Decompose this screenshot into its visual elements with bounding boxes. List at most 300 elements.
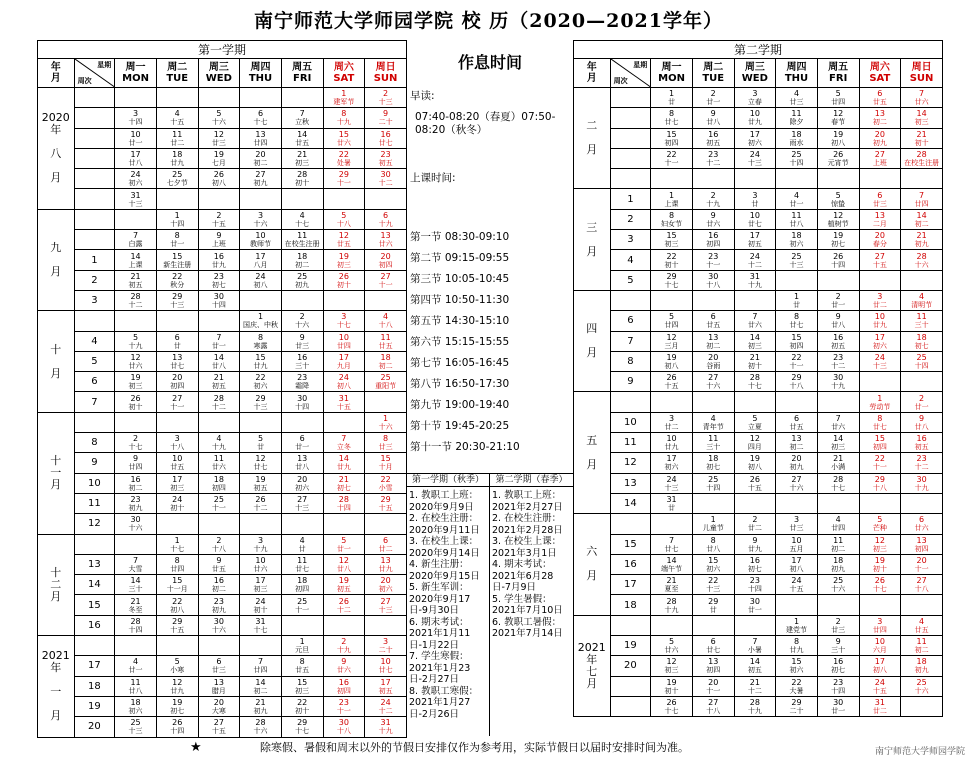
week-number: 17 [610, 575, 651, 595]
lunar-text: 廿六 [747, 321, 762, 330]
day-cell [198, 554, 240, 574]
day-number: 18 [297, 251, 308, 261]
day-number: 6 [877, 190, 883, 200]
lunar-text: 处暑 [336, 159, 351, 168]
lunar-text: 廿七 [378, 666, 393, 675]
week-number: 19 [74, 696, 115, 716]
day-number: 9 [919, 413, 925, 423]
lunar-text: 十五 [211, 219, 226, 228]
lunar-text: 十九 [831, 382, 846, 391]
lunar-text: 初六 [253, 382, 268, 391]
lunar-text: 初三 [295, 159, 310, 168]
day-number: 4 [710, 413, 716, 423]
day-number: 30 [916, 474, 927, 484]
day-cell [901, 433, 943, 453]
day-cell [901, 392, 943, 412]
lunar-text: 十六 [831, 585, 846, 594]
day-cell [323, 575, 365, 595]
day-cell [692, 453, 734, 473]
day-number: 29 [791, 698, 802, 708]
day-cell [240, 230, 282, 250]
day-cell [115, 270, 157, 290]
day-cell [651, 189, 693, 209]
lunar-text: 廿八 [706, 118, 721, 127]
day-cell [817, 656, 859, 676]
lunar-text: 十四 [295, 402, 310, 411]
lunar-text: 廿一 [831, 301, 846, 310]
day-number: 3 [257, 210, 264, 220]
day-cell [651, 615, 693, 635]
lunar-text: 春分 [872, 240, 887, 249]
day-cell [901, 351, 943, 371]
day-number: 1 [341, 89, 347, 99]
day-number: 27 [213, 718, 224, 728]
day-number: 6 [919, 515, 925, 525]
lunar-text: 廿六 [336, 138, 351, 147]
day-number: 15 [380, 454, 391, 464]
day-cell [859, 169, 901, 189]
day-number: 3 [752, 89, 758, 99]
day-number: 29 [708, 596, 719, 606]
day-cell [115, 128, 157, 148]
day-cell [651, 290, 693, 310]
semester-1-calendar [37, 40, 407, 738]
week-row [574, 88, 943, 108]
day-cell [734, 473, 776, 493]
lunar-text: 廿六 [378, 240, 393, 249]
day-number: 8 [877, 413, 883, 423]
day-cell [817, 615, 859, 635]
day-cell [281, 656, 323, 676]
week-row [574, 493, 943, 513]
week-row [574, 554, 943, 574]
lunar-text: 除夕 [789, 118, 804, 127]
day-cell [198, 209, 240, 229]
day-cell [198, 595, 240, 615]
lunar-text: 初二 [789, 443, 804, 452]
day-number: 18 [791, 231, 802, 241]
lunar-text: 十九 [253, 544, 268, 553]
lunar-text: 小雪 [378, 483, 393, 492]
week-row [38, 148, 407, 168]
lunar-text: 初七 [336, 483, 351, 492]
lunar-text: 廿七 [170, 362, 185, 370]
day-number: 5 [133, 332, 139, 342]
week-row [574, 636, 943, 656]
day-number: 20 [213, 698, 224, 708]
day-number: 13 [172, 353, 183, 362]
lunar-text: 植树节 [827, 219, 849, 228]
autumn-dates: 1. 教职工上班：2020年9月9日 2. 在校生注册：2020年9月11日 3. 在校生上课：2020年9月14日 4. 新生注册：2020年9月15日 5. 新生军训：2020年9月17日-9月30日 6. 期末考试：2021年1月11日-1月22日 7. 学生寒假：2021年1月23日-2月27日 8. 教职工寒假：2021年1月27日-2月26日 [409, 490, 480, 720]
lunar-text: 十三 [128, 727, 143, 736]
lunar-text: 十七 [128, 443, 143, 452]
week-number [610, 615, 651, 635]
week-row [574, 575, 943, 595]
day-number: 20 [874, 129, 885, 139]
day-number: 6 [216, 657, 222, 667]
day-cell [156, 250, 198, 270]
day-number: 22 [380, 474, 391, 484]
day-cell [115, 676, 157, 696]
lunar-text: 雨水 [789, 138, 804, 147]
day-cell [156, 189, 198, 209]
day-number: 14 [255, 677, 266, 687]
lunar-text: 三月 [664, 341, 679, 350]
lunar-text: 初二 [378, 362, 393, 370]
lunar-text: 十九 [336, 118, 351, 127]
day-cell [692, 615, 734, 635]
day-number: 29 [255, 393, 266, 403]
lunar-text: 十一 [664, 159, 679, 168]
lunar-text: 初九 [211, 605, 226, 614]
day-number: 13 [297, 454, 308, 464]
lunar-text: 秋分 [170, 280, 185, 289]
month-label: 十 月 [38, 311, 75, 412]
lunar-text: 立冬 [336, 443, 351, 452]
day-cell [734, 554, 776, 574]
day-cell [115, 250, 157, 270]
lunar-text: 劳动节 [869, 402, 891, 411]
lunar-text: 初八 [872, 666, 887, 675]
day-cell [901, 473, 943, 493]
lunar-text: 十一 [211, 504, 226, 513]
lunar-text: 六月 [872, 646, 887, 655]
day-number: 24 [338, 373, 349, 383]
day-cell [692, 230, 734, 250]
day-number: 23 [130, 495, 141, 505]
day-number: 21 [255, 698, 266, 708]
day-cell [115, 209, 157, 229]
lunar-text: 廿三 [789, 524, 804, 533]
day-cell [323, 250, 365, 270]
lunar-text: 白露 [128, 240, 143, 249]
lunar-text: 九月 [336, 362, 351, 370]
day-cell [776, 453, 818, 473]
day-cell [365, 290, 407, 310]
day-number: 9 [710, 109, 716, 119]
lunar-text: 在校生注册 [284, 240, 320, 249]
day-number: 24 [749, 150, 760, 160]
schedule-title: 作息时间 [457, 53, 522, 72]
day-number: 22 [791, 353, 802, 362]
week-row [38, 615, 407, 635]
lunar-text: 十七 [253, 625, 268, 634]
week-row [38, 575, 407, 595]
lunar-text: 初七 [831, 240, 846, 249]
lunar-text: 初四 [211, 483, 226, 492]
day-cell [365, 676, 407, 696]
period-item: 第二节 09:15-09:55 [410, 252, 510, 264]
day-cell [365, 595, 407, 615]
day-cell [734, 250, 776, 270]
day-number: 24 [255, 271, 266, 281]
day-cell [240, 169, 282, 189]
lunar-text: 初六 [378, 585, 393, 594]
day-cell [692, 169, 734, 189]
day-cell [240, 128, 282, 148]
day-cell [323, 514, 365, 534]
day-cell [692, 493, 734, 513]
lunar-text: 十六 [211, 118, 226, 127]
week-number: 1 [610, 189, 651, 209]
week-number: 4 [74, 331, 115, 351]
lunar-text: 廿六 [336, 666, 351, 675]
day-cell [115, 290, 157, 310]
day-cell [859, 331, 901, 351]
day-number: 26 [338, 596, 349, 606]
week-row [574, 392, 943, 412]
lunar-text: 廿二 [872, 301, 887, 310]
day-cell [240, 433, 282, 453]
day-cell [365, 311, 407, 331]
week-number: 5 [74, 351, 115, 371]
lunar-text: 廿八 [706, 544, 721, 553]
day-cell [901, 230, 943, 250]
day-number: 13 [380, 555, 391, 565]
month-label: 三 月 [574, 189, 611, 290]
year-month-header: 年 月 [38, 59, 75, 88]
lunar-text: 十三 [128, 199, 143, 208]
lunar-text: 廿二 [747, 524, 762, 533]
week-number: 20 [610, 656, 651, 676]
day-cell [734, 331, 776, 351]
day-cell [323, 209, 365, 229]
day-number: 17 [791, 555, 802, 565]
week-row [38, 311, 407, 331]
day-number: 14 [916, 210, 927, 220]
day-cell [776, 290, 818, 310]
day-cell [776, 311, 818, 331]
lunar-text: 霜降 [295, 382, 310, 391]
week-row [38, 676, 407, 696]
day-number: 1 [669, 89, 675, 99]
day-cell [323, 433, 365, 453]
day-cell [901, 636, 943, 656]
week-row [38, 534, 407, 554]
day-cell [365, 473, 407, 493]
day-cell [115, 493, 157, 513]
day-cell [156, 554, 198, 574]
day-number: 24 [791, 576, 802, 586]
lunar-text: 十八 [336, 219, 351, 228]
lunar-text: 十四 [336, 504, 351, 513]
day-cell [323, 534, 365, 554]
day-cell [365, 717, 407, 737]
day-cell [240, 331, 282, 351]
day-cell [198, 656, 240, 676]
day-number: 4 [793, 89, 800, 99]
day-cell [817, 696, 859, 716]
lunar-text: 十七 [747, 382, 762, 391]
day-cell [156, 148, 198, 168]
lunar-text: 廿四 [253, 138, 268, 147]
day-cell [901, 696, 943, 716]
day-number: 30 [130, 515, 141, 525]
lunar-text: 十五 [170, 625, 185, 634]
day-number: 8 [257, 332, 264, 342]
lunar-text: 廿六 [914, 524, 929, 533]
day-cell [859, 148, 901, 168]
day-number: 21 [833, 454, 844, 464]
day-number: 16 [749, 555, 760, 565]
day-cell [115, 453, 157, 473]
lunar-text: 小暑 [747, 646, 762, 655]
weekday-header: 周三 WED [734, 59, 776, 88]
day-number: 24 [874, 353, 885, 362]
week-number: 19 [610, 636, 651, 656]
day-number: 23 [297, 373, 308, 383]
lunar-text: 初十 [295, 179, 310, 188]
day-number: 8 [299, 657, 305, 667]
weekday-header: 周二 TUE [692, 59, 734, 88]
day-number: 28 [749, 698, 760, 708]
lunar-text: 三十 [128, 585, 143, 594]
day-cell [651, 351, 693, 371]
day-cell [198, 676, 240, 696]
day-number: 14 [213, 353, 224, 362]
day-number: 23 [833, 353, 844, 362]
day-number: 16 [130, 474, 141, 484]
week-row [574, 148, 943, 168]
week-row [574, 311, 943, 331]
day-cell [198, 250, 240, 270]
week-row [574, 189, 943, 209]
day-cell [156, 209, 198, 229]
lunar-text: 初九 [872, 138, 887, 147]
day-cell [281, 473, 323, 493]
week-row [38, 290, 407, 310]
lunar-text: 十九 [128, 341, 143, 350]
day-number: 5 [257, 434, 264, 444]
lunar-text: 十三 [747, 159, 762, 168]
day-cell [859, 453, 901, 473]
day-cell [734, 169, 776, 189]
day-cell [859, 575, 901, 595]
day-cell [817, 351, 859, 371]
lunar-text: 十七 [253, 118, 268, 127]
day-cell [156, 493, 198, 513]
lunar-text: 廿七 [872, 422, 887, 431]
day-cell [859, 676, 901, 696]
day-cell [198, 453, 240, 473]
day-cell [281, 534, 323, 554]
period-list [410, 229, 520, 460]
lunar-text: 十九 [747, 707, 762, 716]
lunar-text: 十四 [831, 260, 846, 269]
day-number: 17 [338, 353, 349, 362]
lunar-text: 初六 [664, 463, 679, 472]
lunar-text: 初五 [128, 280, 143, 289]
period-item: 第七节 16:05-16:45 [410, 357, 510, 369]
lunar-text: 立秋 [295, 118, 310, 127]
day-number: 12 [213, 129, 224, 139]
day-number: 19 [338, 576, 349, 586]
day-number: 23 [916, 454, 927, 464]
day-cell [651, 88, 693, 108]
day-cell [198, 108, 240, 128]
day-cell [240, 473, 282, 493]
day-number: 27 [874, 251, 885, 261]
week-number [74, 209, 115, 229]
lunar-text: 重阳节 [375, 382, 397, 391]
lunar-text: 初五 [378, 159, 393, 168]
day-number: 6 [299, 434, 305, 444]
day-cell [281, 128, 323, 148]
day-number: 21 [749, 353, 760, 362]
period-item: 第一节 08:30-09:10 [410, 231, 510, 243]
day-cell [651, 534, 693, 554]
day-number: 29 [297, 718, 308, 728]
day-cell [692, 128, 734, 148]
day-cell [817, 311, 859, 331]
day-number: 13 [213, 677, 224, 687]
day-cell [734, 88, 776, 108]
day-cell [323, 453, 365, 473]
week-number: 11 [610, 433, 651, 453]
week-number: 7 [74, 392, 115, 412]
day-cell [156, 696, 198, 716]
day-cell [281, 595, 323, 615]
day-number: 20 [380, 251, 391, 261]
month-label: 十 一 月 [38, 412, 75, 534]
day-number: 21 [297, 150, 308, 160]
lunar-text: 廿一 [295, 443, 310, 452]
day-cell [734, 351, 776, 371]
week-row [38, 473, 407, 493]
day-number: 8 [669, 109, 675, 119]
lunar-text: 十二 [378, 707, 393, 716]
day-cell [859, 412, 901, 432]
lunar-text: 四月 [747, 443, 762, 452]
day-cell [901, 270, 943, 290]
week-row [574, 372, 943, 392]
day-cell [240, 209, 282, 229]
brand-text: 南宁师范大学师园学院 [874, 747, 965, 757]
lunar-text: 妇女节 [661, 219, 683, 228]
month-label: 四 月 [574, 290, 611, 391]
day-cell [365, 392, 407, 412]
day-cell [734, 108, 776, 128]
lunar-text: 十月 [378, 463, 393, 472]
day-cell [156, 656, 198, 676]
day-cell [692, 473, 734, 493]
day-number: 24 [380, 698, 391, 708]
week-row [38, 250, 407, 270]
lunar-text: 廿一 [706, 98, 721, 107]
lunar-text: 初五 [914, 443, 929, 452]
day-cell [281, 209, 323, 229]
week-row [574, 169, 943, 189]
lunar-text: 初六 [706, 564, 721, 573]
lunar-text: 初三 [128, 382, 143, 391]
lunar-text: 初二 [914, 646, 929, 655]
page-title: 南宁师范大学师园学院 校 历（2020—2021学年） [254, 10, 723, 32]
day-number: 23 [749, 576, 760, 586]
day-cell [323, 372, 365, 392]
day-cell [651, 473, 693, 493]
day-cell [859, 554, 901, 574]
day-number: 5 [174, 657, 180, 667]
day-cell [281, 230, 323, 250]
day-cell [859, 128, 901, 148]
week-row [574, 250, 943, 270]
day-cell [240, 453, 282, 473]
lunar-text: 初三 [831, 443, 846, 452]
day-number: 5 [669, 312, 675, 322]
day-number: 14 [749, 657, 760, 667]
day-cell [859, 696, 901, 716]
day-cell [240, 534, 282, 554]
